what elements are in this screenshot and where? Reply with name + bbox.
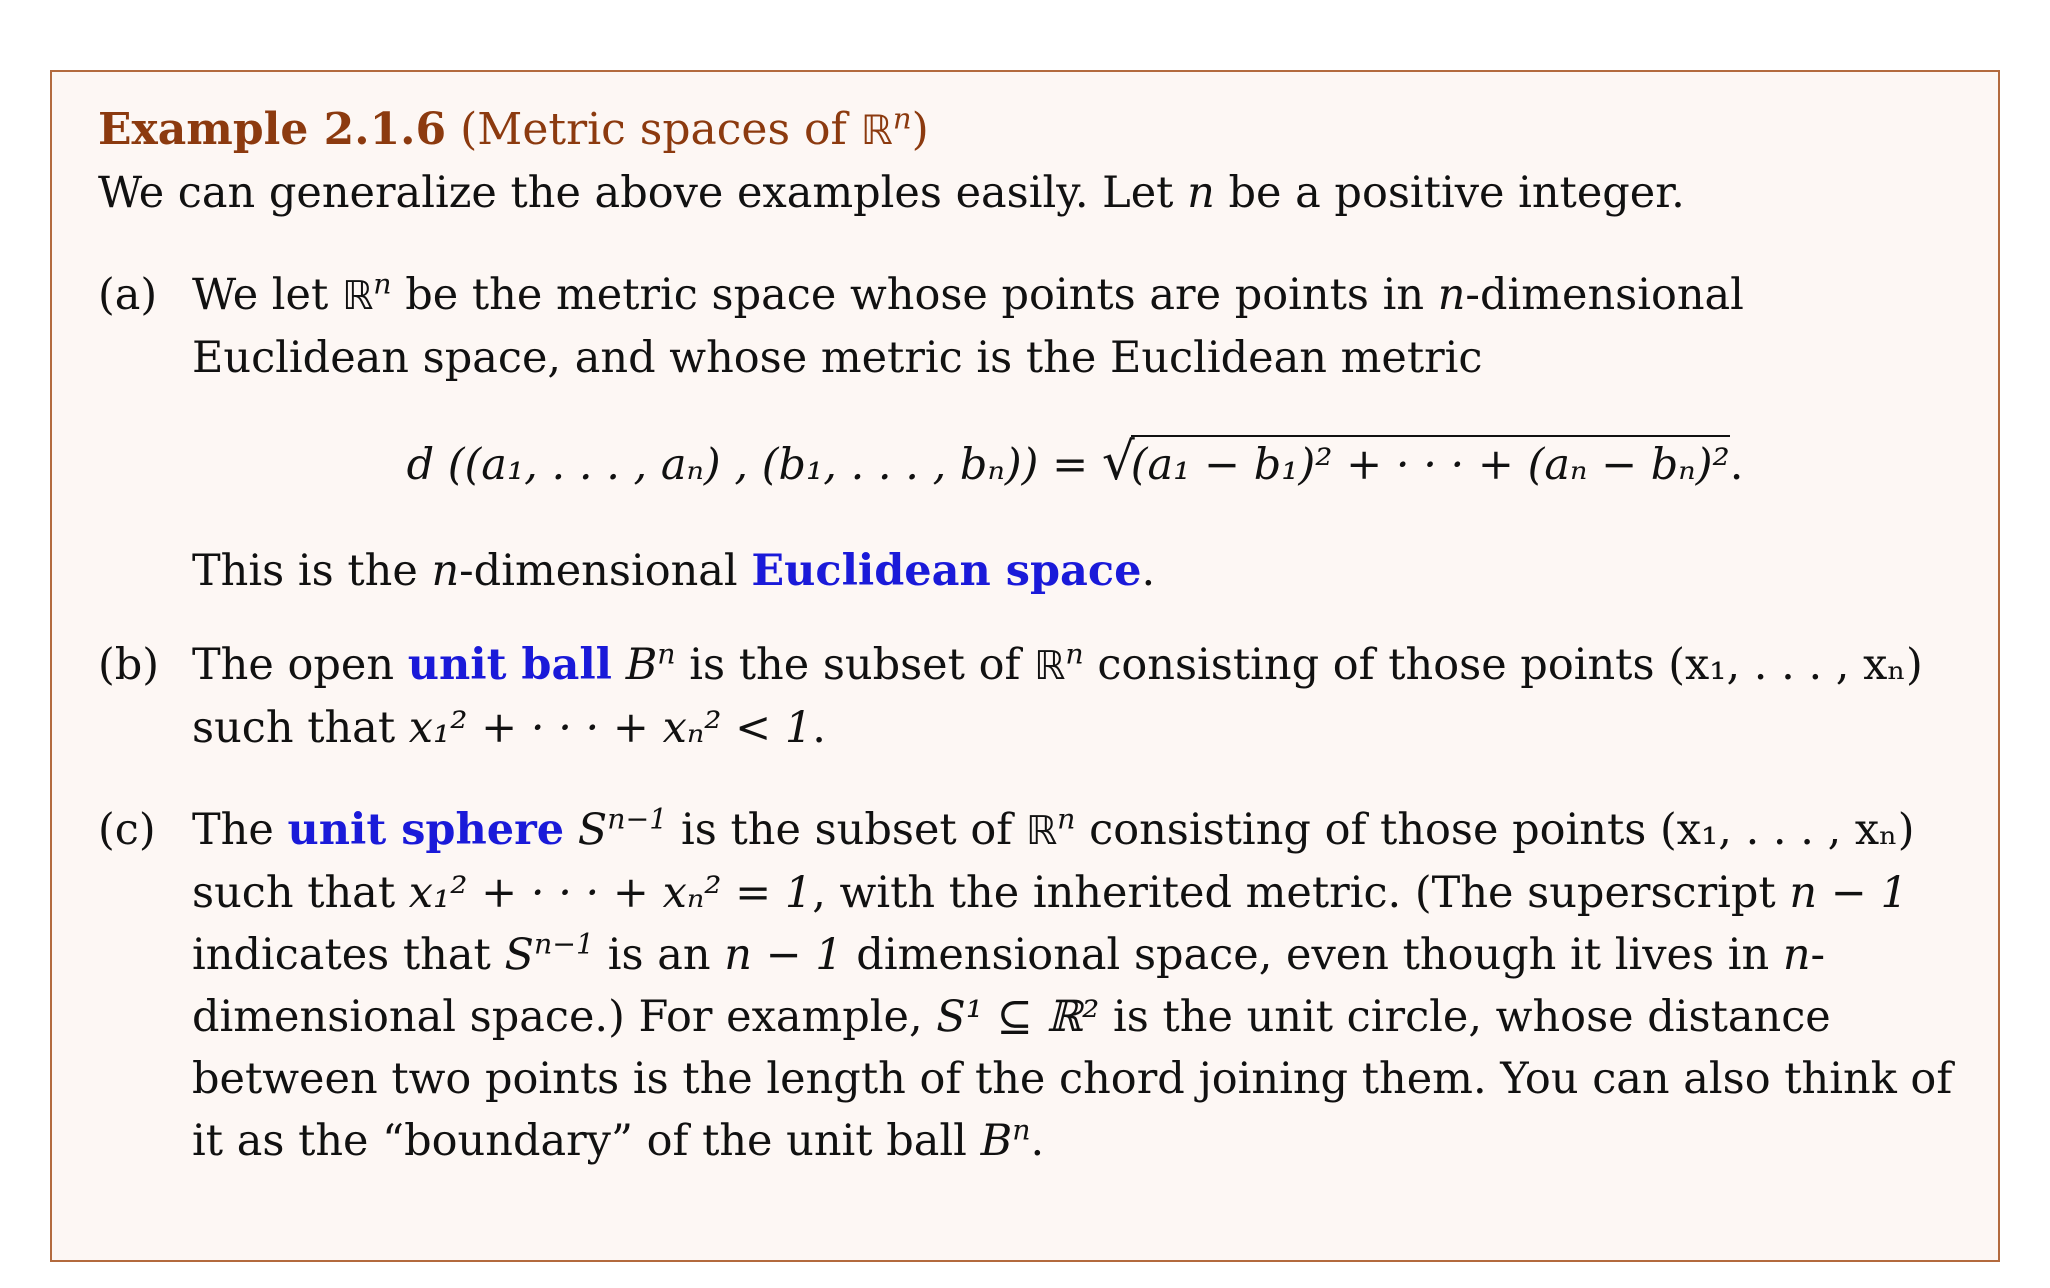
example-title-prefix: (Metric spaces of: [460, 104, 861, 155]
item-c-text-9: -dimensional space.) For example,: [192, 930, 1826, 1042]
item-a-bb: ℝ: [341, 273, 374, 319]
item-b-space: [612, 640, 626, 690]
example-title-suffix: ): [911, 104, 929, 155]
item-b-sup: n: [657, 637, 676, 671]
list-item-b: [98, 634, 1958, 759]
intro-var: n: [1187, 168, 1215, 218]
item-a-after-2: -dimensional: [459, 546, 752, 596]
intro-paragraph: [98, 162, 1958, 224]
item-b-bb-sup: n: [1065, 637, 1084, 671]
item-c-text-10: is the unit circle, whose distance between two points is the length of the chord joining them. You can also think of it as the “boundary” of the unit ball: [192, 992, 1953, 1166]
item-b-var: B: [625, 640, 658, 690]
example-heading: [98, 100, 1958, 160]
item-c-var: S: [577, 805, 608, 855]
item-b-text-3: is the subset of: [675, 640, 1035, 690]
item-a-sup: n: [373, 267, 392, 301]
item-c-math: x₁² + · · · + xₙ² = 1: [408, 868, 813, 918]
item-c-text-8: dimensional space, even though it lives in: [842, 930, 1783, 980]
item-c-math-4: S¹ ⊆ ℝ²: [936, 992, 1100, 1042]
item-c-math-3: n − 1: [724, 930, 843, 980]
item-c-text-5: , with the inherited metric. (The superscript: [812, 868, 1790, 918]
item-c-var-2: S: [504, 930, 534, 980]
formula-end: .: [1729, 440, 1744, 490]
item-a-after-var: n: [431, 546, 460, 596]
intro-text-1: We can generalize the above examples easily. Let: [98, 168, 1188, 218]
item-b-bb: ℝ: [1034, 643, 1066, 689]
item-c-math-2: n − 1: [1789, 868, 1908, 918]
example-title-sup: n: [892, 101, 912, 136]
item-c-text-6: indicates that: [192, 930, 505, 980]
item-a-after-3: .: [1141, 546, 1156, 596]
item-c-sup-4: n: [1012, 1113, 1031, 1147]
item-a-text: [192, 264, 1958, 389]
example-title-bb: ℝ: [860, 106, 893, 154]
item-a-text-1: We let: [192, 270, 342, 320]
term-euclidean-space: Euclidean space: [751, 546, 1142, 596]
item-c-bb: ℝ: [1025, 808, 1058, 854]
item-c-sup-2: n−1: [533, 927, 595, 961]
item-c-var-3: n: [1782, 930, 1811, 980]
term-unit-ball: unit ball: [407, 640, 613, 690]
item-marker: (c): [98, 805, 156, 855]
example-box: [50, 70, 2000, 1262]
item-marker: (b): [98, 640, 160, 690]
item-a-after: [192, 540, 1958, 602]
item-c-text-1: The: [192, 805, 288, 855]
formula-lhs: d ((a₁, . . . , aₙ) , (b₁, . . . , bₙ)) =: [406, 440, 1102, 490]
item-c-text-11: .: [1030, 1116, 1045, 1166]
item-a-text-3: -dimensional Euclidean space, and whose metric is the Euclidean metric: [192, 270, 1744, 383]
item-b-text-1: The open: [192, 640, 408, 690]
item-c-var-4: B: [980, 1116, 1013, 1166]
list-item-c: [98, 799, 1958, 1172]
euclidean-metric-formula: [192, 427, 1958, 500]
item-c-space: [564, 805, 578, 855]
list-item-a: [98, 264, 1958, 602]
item-a-after-1: This is the: [192, 546, 432, 596]
item-c-sup: n−1: [607, 802, 668, 836]
formula-rhs: (a₁ − b₁)² + · · · + (aₙ − bₙ)²: [1131, 435, 1730, 491]
item-b-math: x₁² + · · · + xₙ² < 1: [408, 703, 813, 753]
term-unit-sphere: unit sphere: [287, 805, 565, 855]
item-c-text-4: consisting of those points (x₁, . . . , xₙ) such that: [192, 805, 1915, 918]
item-c-text-3: is the subset of: [667, 805, 1026, 855]
item-a-text-2: be the metric space whose points are points in: [391, 270, 1438, 320]
example-content: [98, 100, 1958, 1172]
item-a-var: n: [1437, 270, 1466, 320]
item-c-text-7: is an: [594, 930, 725, 980]
item-marker: (a): [98, 270, 158, 320]
intro-text-2: be a positive integer.: [1214, 168, 1685, 218]
sqrt-icon: √: [1101, 432, 1135, 492]
example-label: Example 2.1.6: [98, 104, 447, 155]
item-b-text-5: .: [812, 703, 826, 753]
item-b-text-4: consisting of those points (x₁, . . . , xₙ) such that: [192, 640, 1923, 753]
item-c-bb-sup: n: [1057, 802, 1076, 836]
